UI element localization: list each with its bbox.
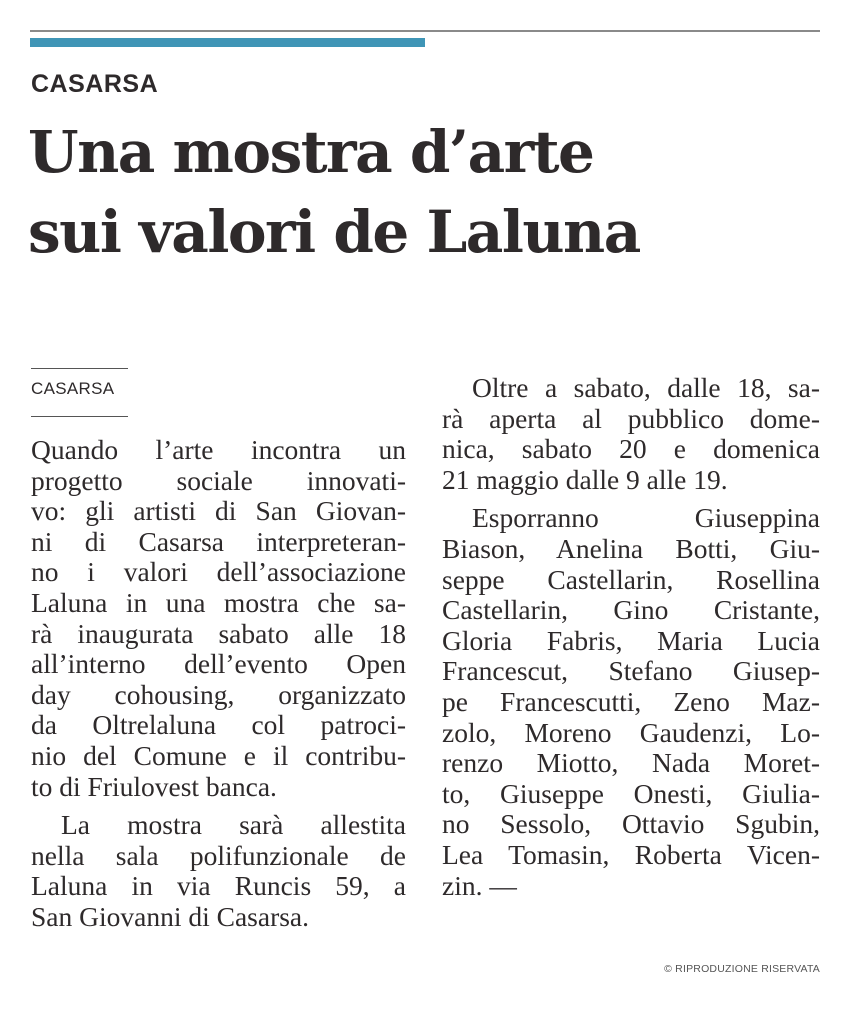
headline bbox=[28, 112, 828, 272]
paragraph-1 bbox=[31, 435, 406, 802]
headline-line-2: sui valori de Laluna bbox=[28, 198, 640, 266]
text-line: Gloria Fabris, Maria Lucia bbox=[442, 624, 820, 656]
text-line: San Giovanni di Casarsa. bbox=[31, 900, 310, 932]
article-column-left bbox=[31, 435, 406, 941]
text-line: Esporranno Giuseppina bbox=[472, 502, 820, 534]
text-line: La mostra sarà allestita bbox=[61, 809, 406, 841]
article-column-right bbox=[442, 373, 820, 909]
text-line: Quando l’arte incontra un bbox=[31, 434, 406, 465]
text-line: Castellarin, Gino Cristante, bbox=[442, 594, 820, 626]
text-line: renzo Miotto, Nada Moret- bbox=[442, 747, 820, 779]
text-line: all’interno dell’evento Open bbox=[31, 648, 406, 680]
text-line: seppe Castellarin, Rosellina bbox=[442, 563, 820, 595]
headline-line-1: Una mostra d’arte bbox=[28, 118, 594, 186]
text-line: nio del Comune e il contribu- bbox=[31, 739, 406, 771]
text-line: day cohousing, organizzato bbox=[31, 678, 406, 710]
kicker: CASARSA bbox=[31, 70, 159, 98]
text-line: 21 maggio dalle 9 alle 19. bbox=[442, 463, 728, 495]
text-line: Francescut, Stefano Giusep- bbox=[442, 655, 820, 687]
text-line: to, Giuseppe Onesti, Giulia- bbox=[442, 777, 820, 809]
paragraph-3 bbox=[442, 373, 820, 495]
dateline-box bbox=[31, 368, 128, 417]
text-line: progetto sociale innovati- bbox=[31, 464, 406, 496]
top-rule bbox=[30, 30, 820, 32]
text-line: da Oltrelaluna col patroci- bbox=[31, 709, 406, 741]
text-line: Oltre a sabato, dalle 18, sa- bbox=[472, 372, 820, 403]
text-line: nella sala polifunzionale de bbox=[31, 839, 406, 871]
copyright-notice: © RIPRODUZIONE RISERVATA bbox=[664, 963, 820, 975]
text-line: Laluna in via Runcis 59, a bbox=[31, 870, 406, 902]
text-line: Laluna in una mostra che sa- bbox=[31, 586, 406, 618]
text-line: ni di Casarsa interpreteran- bbox=[31, 525, 406, 557]
text-line: zin. — bbox=[442, 869, 517, 901]
paragraph-4 bbox=[442, 503, 820, 901]
text-line: nica, sabato 20 e domenica bbox=[442, 433, 820, 465]
text-line: pe Francescutti, Zeno Maz- bbox=[442, 685, 820, 717]
section-accent-bar bbox=[30, 38, 425, 47]
dateline: CASARSA bbox=[31, 379, 115, 398]
text-line: to di Friulovest banca. bbox=[31, 770, 277, 802]
text-line: Biason, Anelina Botti, Giu- bbox=[442, 532, 820, 564]
text-line: no Sessolo, Ottavio Sgubin, bbox=[442, 808, 820, 840]
text-line: no i valori dell’associazione bbox=[31, 556, 406, 588]
text-line: rà aperta al pubblico dome- bbox=[442, 402, 820, 434]
text-line: zolo, Moreno Gaudenzi, Lo- bbox=[442, 716, 820, 748]
text-line: rà inaugurata sabato alle 18 bbox=[31, 617, 406, 649]
text-line: Lea Tomasin, Roberta Vicen- bbox=[442, 838, 820, 870]
text-line: vo: gli artisti di San Giovan- bbox=[31, 495, 406, 527]
paragraph-2 bbox=[31, 810, 406, 932]
